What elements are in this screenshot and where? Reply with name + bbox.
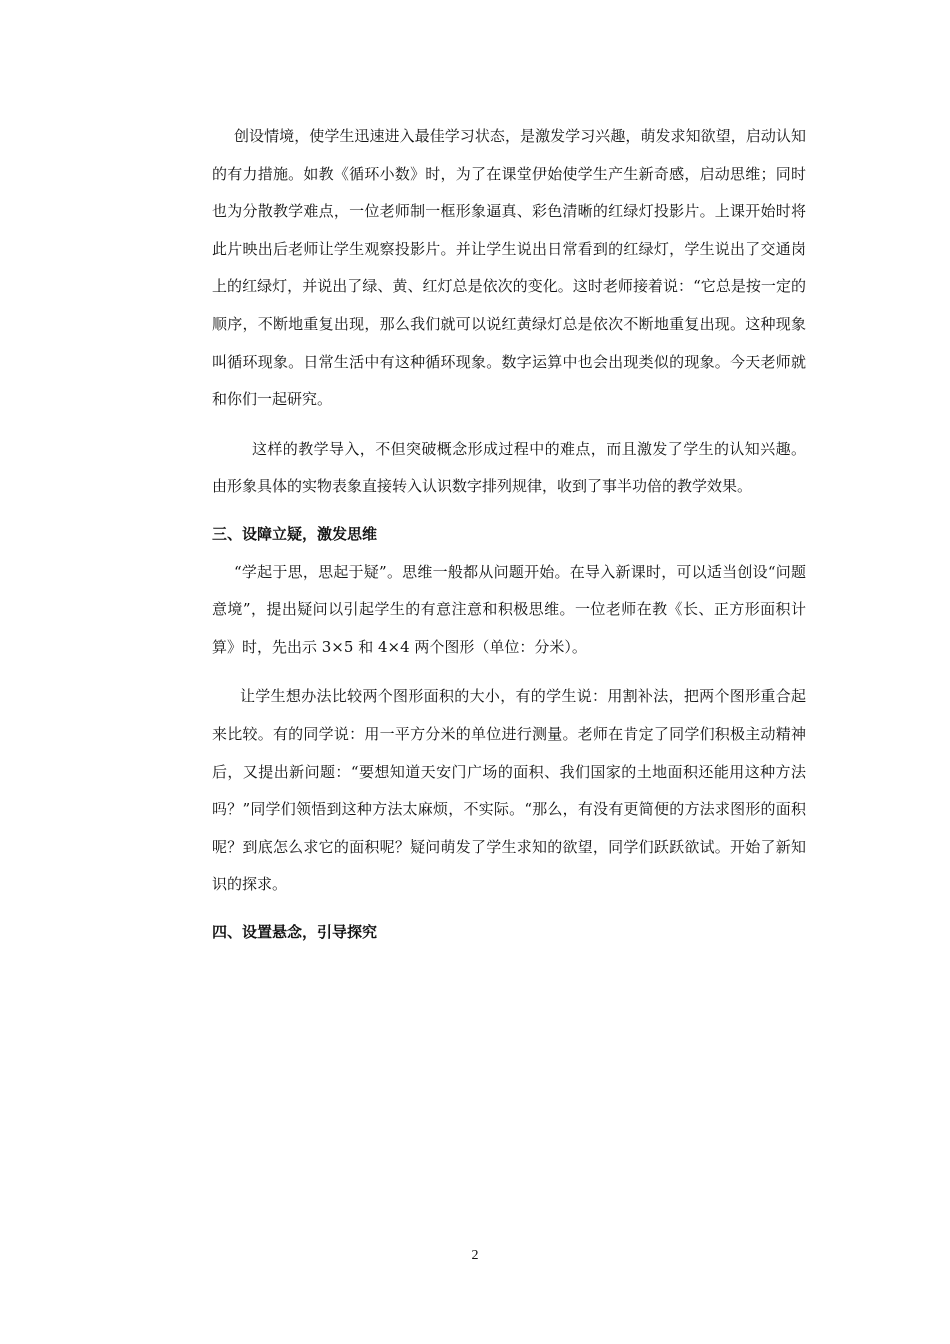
document-body	[212, 118, 806, 951]
section-heading-4: 四、设置悬念，引导探究	[212, 922, 378, 941]
paragraph-scenario: 创设情境，使学生迅速进入最佳学习状态，是激发学习兴趣，萌发求知欲望，启动认知的有力措施。如教《循环小数》时，为了在课堂伊始使学生产生新奇感，启动思维；同时也为分散教学难点，一位老师制一框形象逼真、彩色清晰的红绿灯投影片。上课开始时将此片映出后老师让学生观察投影片。并让学生说出日常看到的红绿灯，学生说出了交通岗上的红绿灯，并说出了绿、黄、红灯总是依次的变化。这时老师接着说：“它总是按一定的顺序，不断地重复出现，那么我们就可以说红黄绿灯总是依次不断地重复出现。这种现象叫循环现象。日常生活中有这种循环现象。数字运算中也会出现类似的现象。今天老师就和你们一起研究。	[212, 127, 806, 409]
section-heading-3: 三、设障立疑，激发思维	[212, 524, 378, 543]
paragraph-question: “学起于思，思起于疑”。思维一般都从问题开始。在导入新课时，可以适当创设“问题意境”，提出疑问以引起学生的有意注意和积极思维。一位老师在教《长、正方形面积计算》时，先出示 3×5 和 4×4 两个图形（单位：分米）。	[212, 562, 806, 656]
page-number: 2	[471, 1248, 479, 1263]
paragraph-area-comparison: 让学生想办法比较两个图形面积的大小，有的学生说：用割补法，把两个图形重合起来比较。有的同学说：用一平方分米的单位进行测量。老师在肯定了同学们积极主动精神后，又提出新问题：“要想知道天安门广场的面积、我们国家的土地面积还能用这种方法吗？”同学们领悟到这种方法太麻烦，不实际。“那么，有没有更简便的方法求图形的面积呢？到底怎么求它的面积呢？疑问萌发了学生求知的欲望，同学们跃跃欲试。开始了新知识的探求。	[212, 687, 806, 894]
paragraph-effect: 这样的教学导入，不但突破概念形成过程中的难点，而且激发了学生的认知兴趣。由形象具体的实物表象直接转入认识数字排列规律，收到了事半功倍的教学效果。	[212, 439, 806, 496]
